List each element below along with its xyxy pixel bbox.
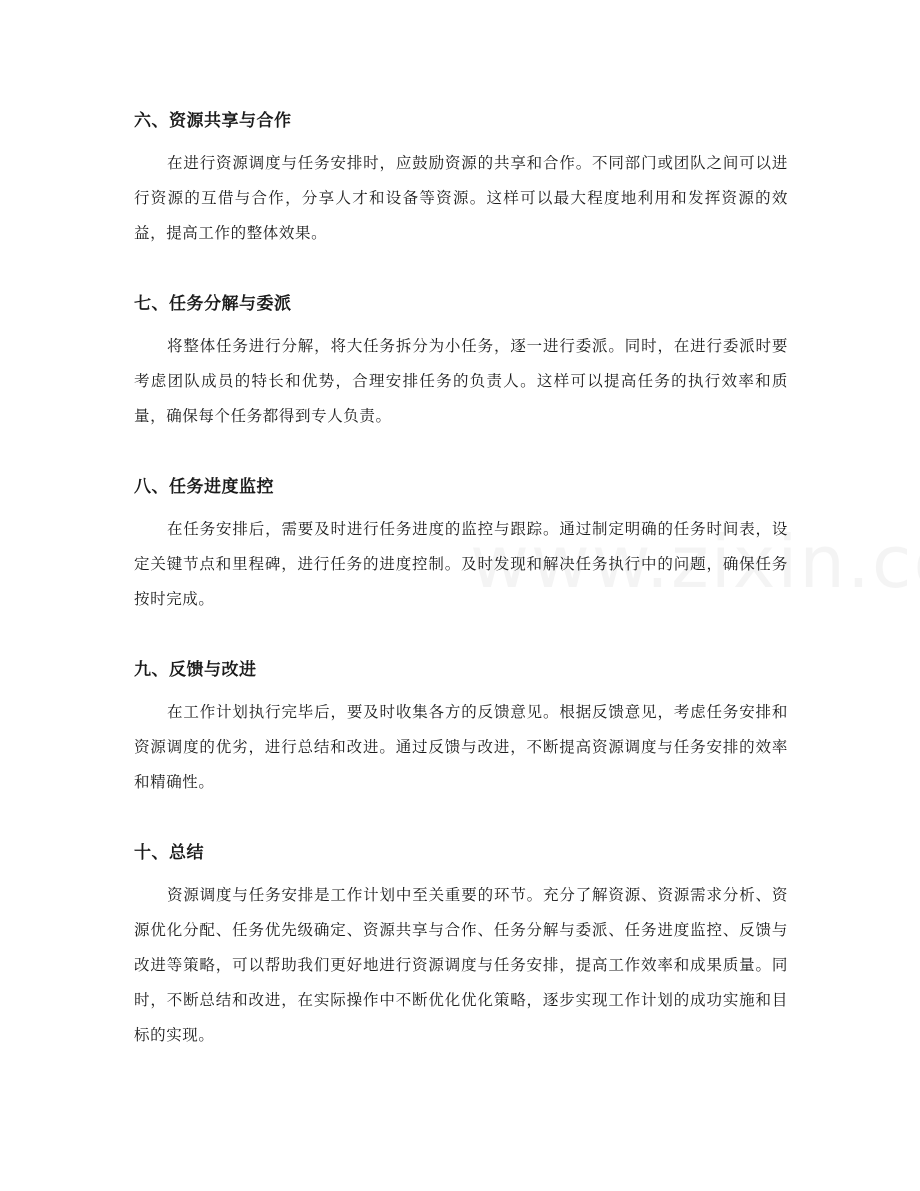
section-heading: 八、任务进度监控: [134, 477, 274, 497]
section-paragraph: 在进行资源调度与任务安排时，应鼓励资源的共享和合作。不同部门或团队之间可以进行资源的互借与合作，分享人才和设备等资源。这样可以最大程度地利用和发挥资源的效益，提高工作的整体效果。: [134, 154, 788, 242]
section-heading: 十、总结: [134, 843, 204, 863]
section-heading: 七、任务分解与委派: [134, 294, 292, 314]
section-task-decomposition: [134, 287, 788, 462]
section-heading: 九、反馈与改进: [134, 660, 257, 680]
section-heading: 六、资源共享与合作: [134, 111, 292, 131]
section-paragraph: 将整体任务进行分解，将大任务拆分为小任务，逐一进行委派。同时，在进行委派时要考虑团队成员的特长和优势，合理安排任务的负责人。这样可以提高任务的执行效率和质量，确保每个任务都得到专人负责。: [134, 337, 788, 425]
section-progress-monitoring: [134, 470, 788, 645]
section-feedback-improvement: [134, 653, 788, 828]
section-resource-sharing: [134, 104, 788, 279]
section-summary: [134, 836, 788, 1053]
section-paragraph: 资源调度与任务安排是工作计划中至关重要的环节。充分了解资源、资源需求分析、资源优化分配、任务优先级确定、资源共享与合作、任务分解与委派、任务进度监控、反馈与改进等策略，可以帮助我们更好地进行资源调度与任务安排，提高工作效率和成果质量。同时，不断总结和改进，在实际操作中不断优化优化策略，逐步实现工作计划的成功实施和目标的实现。: [134, 886, 788, 1044]
document-body: [134, 104, 788, 1061]
section-paragraph: 在工作计划执行完毕后，要及时收集各方的反馈意见。根据反馈意见，考虑任务安排和资源调度的优劣，进行总结和改进。通过反馈与改进，不断提高资源调度与任务安排的效率和精确性。: [134, 703, 788, 791]
section-paragraph: 在任务安排后，需要及时进行任务进度的监控与跟踪。通过制定明确的任务时间表，设定关键节点和里程碑，进行任务的进度控制。及时发现和解决任务执行中的问题，确保任务按时完成。: [134, 520, 788, 608]
